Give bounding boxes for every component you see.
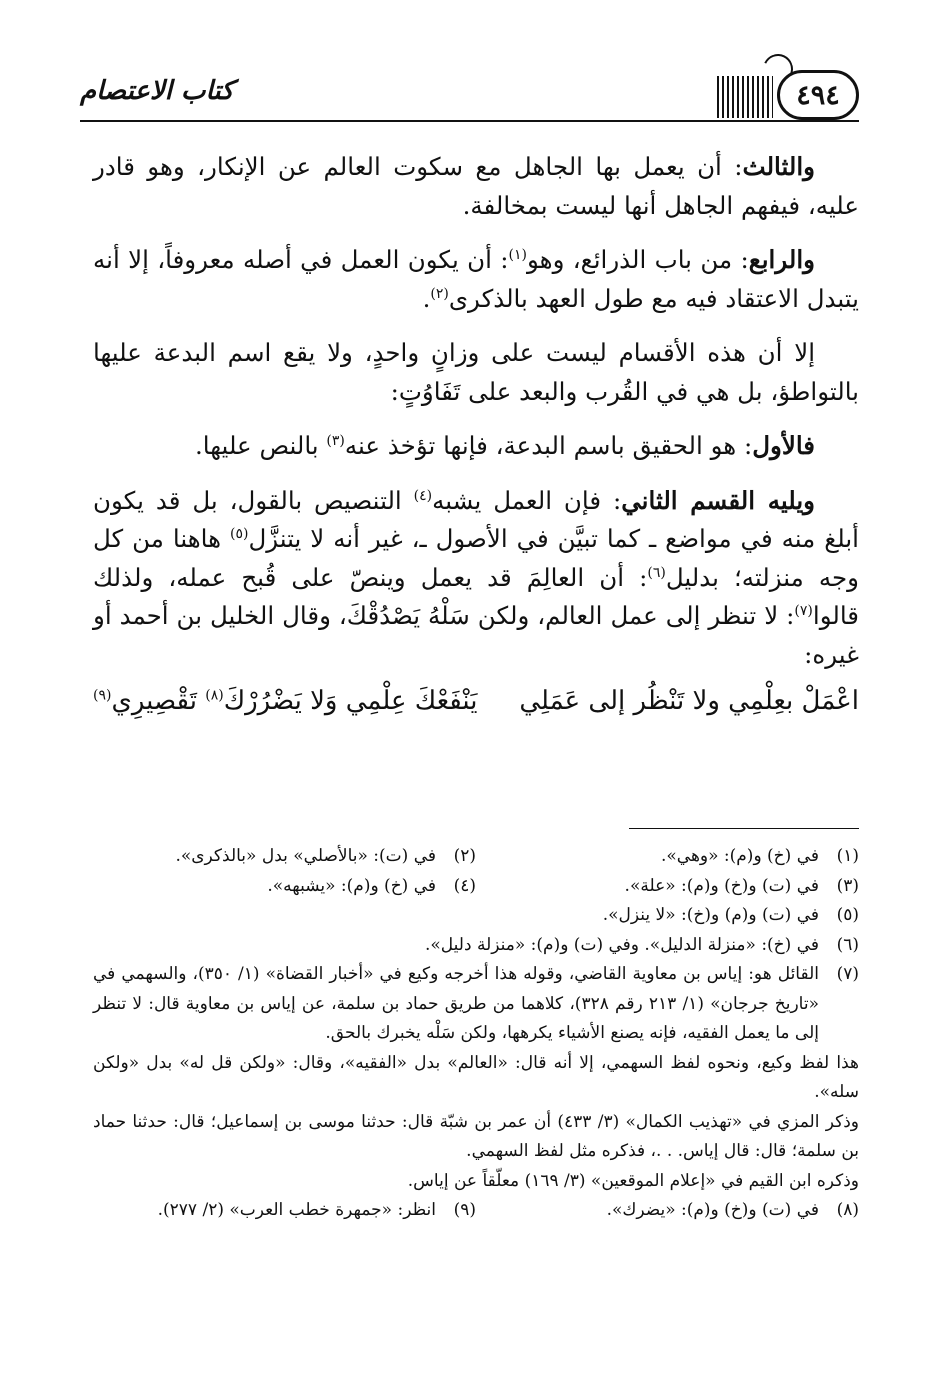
footnote-text: في (خ) و(م): «وهي». bbox=[660, 846, 819, 866]
footnote-9 bbox=[93, 1196, 476, 1226]
footnote-8 bbox=[476, 1196, 859, 1226]
footnote-number: (٣) bbox=[836, 875, 859, 896]
footnote-number: (٩) bbox=[453, 1200, 476, 1220]
footnote-5 bbox=[93, 901, 859, 931]
verse-text: يَنْفَعْكَ عِلْمِي وَلا يَضْرُرْكَ bbox=[223, 686, 478, 716]
footnote-number: (٨) bbox=[836, 1200, 859, 1220]
paragraph-text: : هو الحقيق باسم البدعة، فإنها تؤخذ عنه bbox=[344, 431, 753, 460]
verse-text: تَقْصِيرِي bbox=[111, 686, 206, 716]
paragraph-third bbox=[93, 148, 859, 225]
page-number: ٤٩٤ bbox=[777, 70, 859, 120]
footnote-ref[interactable]: (٤) bbox=[413, 487, 433, 504]
paragraph-text: إلا أن هذه الأقسام ليست على وزانٍ واحدٍ، ولا يقع اسم البدعة عليها بالتواطؤ، بل هي في القُرب والبعد على تَفَاوُتٍ: bbox=[93, 338, 859, 406]
paragraph-categories bbox=[93, 334, 859, 411]
footnote-ref[interactable]: (٦) bbox=[647, 564, 666, 581]
footnote-ref[interactable]: (٣) bbox=[326, 432, 345, 449]
paragraph-text: . bbox=[422, 283, 431, 313]
footnote-ref[interactable]: (٧) bbox=[794, 602, 813, 619]
footnote-number: (٦) bbox=[836, 934, 859, 955]
poetry-verse bbox=[93, 682, 859, 721]
footnote-number: (٧) bbox=[836, 964, 859, 984]
paragraph-first bbox=[93, 427, 859, 466]
footnote-row bbox=[93, 842, 859, 872]
footnote-text: في (ت) و(خ) و(م): «يضرك». bbox=[606, 1200, 819, 1220]
running-title: كتاب الاعتصام bbox=[80, 76, 234, 106]
footnote-number: (٤) bbox=[453, 875, 476, 896]
footnote-ref[interactable]: (٨) bbox=[205, 687, 224, 704]
paragraph-second bbox=[93, 482, 859, 675]
footnote-2 bbox=[93, 842, 476, 872]
footnote-number: (١) bbox=[836, 846, 859, 866]
paragraph-text: : فإن العمل يشبه bbox=[432, 485, 622, 515]
footnote-row bbox=[93, 1196, 859, 1226]
verse-first-hemistich: اعْمَلْ بعِلْمِي ولا تَنْظُر إلى عَمَلِي bbox=[519, 686, 859, 716]
paragraph-text: : من باب الذرائع، وهو bbox=[527, 245, 749, 274]
footnote-7-continuation: وذكر المزي في «تهذيب الكمال» (٣/ ٤٣٣) أن عمر بن شبّة قال: حدثنا موسى بن إسماعيل؛ قال: حدثنا حماد بن سلمة؛ قال: قال إياس. . .، فذكره مثل لفظ السهمي. bbox=[93, 1111, 859, 1161]
paragraph-lead: ويليه القسم الثاني bbox=[621, 485, 815, 515]
footnote-1 bbox=[476, 842, 859, 872]
paragraph-text: : أن العالِمَ قد يعمل وينصّ على قُبح عمله، ولذلك قالوا bbox=[93, 562, 859, 630]
footnote-separator bbox=[629, 828, 859, 829]
footnote-ref[interactable]: (٥) bbox=[229, 525, 249, 542]
footnote-row bbox=[93, 872, 859, 902]
footnote-text: في (خ): «منزلة الدليل». وفي (ت) و(م): «منزلة دليل». bbox=[425, 934, 819, 955]
header-rule bbox=[80, 120, 859, 122]
footnote-ref[interactable]: (٢) bbox=[430, 285, 449, 302]
footnote-text: في (ت) و(م) و(خ): «لا ينزل». bbox=[602, 905, 819, 925]
footnote-7-continuation: وذكره ابن القيم في «إعلام الموقعين» (٣/ ١٦٩) معلّقاً عن إياس. bbox=[407, 1170, 859, 1191]
footnote-4 bbox=[93, 872, 476, 902]
footnote-ref[interactable]: (٩) bbox=[93, 687, 112, 704]
footnotes bbox=[93, 842, 859, 1226]
main-text bbox=[93, 148, 859, 721]
footnote-ref[interactable]: (١) bbox=[508, 246, 527, 263]
paragraph-text: بالنص عليها. bbox=[195, 431, 327, 460]
paragraph-lead: والثالث bbox=[742, 152, 815, 181]
paragraph-text: هاهنا من كل وجه منزلته؛ بدليل bbox=[93, 524, 859, 592]
footnote-number: (٥) bbox=[836, 905, 859, 925]
footnote-text: في (خ) و(م): «يشبهه». bbox=[267, 875, 436, 896]
footnote-text: القائل هو: إياس بن معاوية القاضي، وقوله هذا أخرجه وكيع في «أخبار القضاة» (١/ ٣٥٠)، والسهمي في «تاريخ جرجان» (١/ ٢١٣ رقم ٣٢٨)، كلاهما من طريق حماد بن سلمة، عن إياس بن معاوية قال: لا تنظر إلى ما يعمل الفقيه، فإنه يصنع الأشياء يكرهها، ولكن سَلْه يخبرك بالحق. bbox=[93, 964, 819, 1043]
footnote-text: في (ت): «بالأصلي» بدل «بالذكرى». bbox=[175, 846, 436, 866]
footnote-7-continuation: هذا لفظ وكيع، ونحوه لفظ السهمي، إلا أنه قال: «العالم» بدل «الفقيه»، وقال: «ولكن قل له» بدل «ولكن سله». bbox=[93, 1052, 859, 1102]
footnote-6 bbox=[93, 931, 859, 961]
paragraph-text: : أن يعمل بها الجاهل مع سكوت العالم عن الإنكار، وهو قادر عليه، فيفهم الجاهل أنها ليست بمخالفة. bbox=[93, 152, 859, 220]
paragraph-lead: فالأول bbox=[752, 431, 815, 460]
footnote-7 bbox=[93, 960, 859, 1049]
paragraph-text: التنصيص بالقول، بل قد يكون أبلغ منه في مواضع ـ كما تبيَّن في الأصول ـ، غير أنه لا يتنزَّل bbox=[93, 485, 859, 553]
footnote-3 bbox=[476, 872, 859, 902]
footnote-number: (٢) bbox=[453, 846, 476, 866]
paragraph-lead: والرابع bbox=[748, 245, 815, 274]
footnote-text: انظر: «جمهرة خطب العرب» (٢/ ٢٧٧). bbox=[157, 1200, 436, 1220]
footnote-text: في (ت) و(خ) و(م): «علة». bbox=[624, 875, 819, 896]
paragraph-fourth bbox=[93, 241, 859, 318]
verse-second-hemistich bbox=[93, 682, 478, 721]
paragraph-text: : لا تنظر إلى عمل العالم، ولكن سَلْهُ يَصْدُقْكَ، وقال الخليل بن أحمد أو غيره: bbox=[93, 601, 859, 669]
header-stripe-ornament bbox=[717, 76, 773, 118]
page-header bbox=[80, 68, 859, 130]
paragraph-text: : أن يكون العمل في أصله معروفاً، إلا أنه يتبدل الاعتقاد فيه مع طول العهد بالذكرى bbox=[93, 245, 859, 313]
